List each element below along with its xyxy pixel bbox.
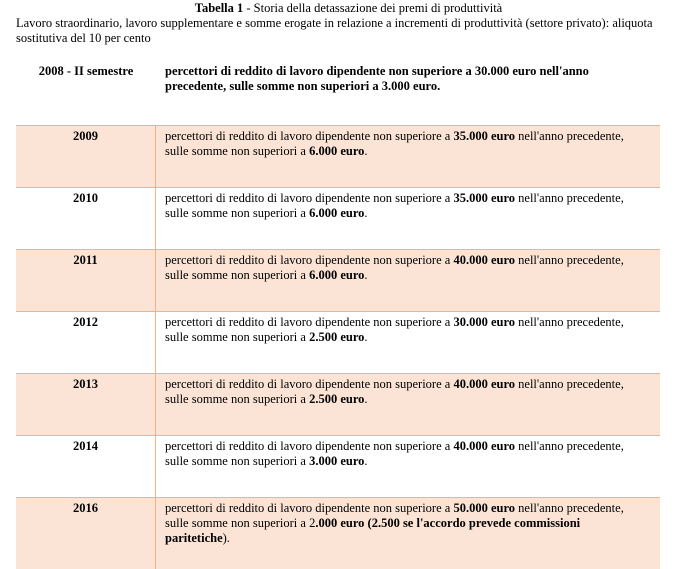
- row-year: 2014: [16, 436, 156, 497]
- row-description: percettori di reddito di lavoro dipendente non superiore a 30.000 euro nell'anno precedente, sulle somme non superiori a 2.500 euro.: [165, 315, 624, 344]
- income-limit: 35.000: [453, 129, 488, 143]
- row-description: percettori di reddito di lavoro dipendente non superiore a 40.000 euro nell'anno precedente, sulle somme non superiori a 2.500 euro.: [165, 377, 624, 406]
- row-year: 2011: [16, 250, 156, 311]
- table-subtitle: Lavoro straordinario, lavoro supplementare e somme erogate in relazione a incrementi di produttività (settore privato): aliquota sostitutiva del 10 per cento: [16, 16, 653, 45]
- income-limit: 40.000: [453, 377, 488, 391]
- amount-limit: 6.000: [309, 144, 338, 158]
- row-year: 2016: [16, 498, 156, 569]
- table-row: [16, 373, 660, 435]
- table-row: [16, 125, 660, 187]
- table-row: [16, 497, 660, 569]
- table-row: [16, 435, 660, 497]
- row-description: percettori di reddito di lavoro dipendente non superiore a 40.000 euro nell'anno precedente, sulle somme non superiori a 3.000 euro.: [165, 439, 624, 468]
- income-limit: 35.000: [453, 191, 488, 205]
- row-year: 2012: [16, 312, 156, 373]
- table-row: [16, 249, 660, 311]
- table-title-text: - Storia della detassazione dei premi di produttività: [243, 1, 503, 15]
- table-title-label: Tabella 1: [194, 1, 244, 15]
- row-year: 2010: [16, 188, 156, 249]
- row-description: percettori di reddito di lavoro dipendente non superiore a 35.000 euro nell'anno precedente, sulle somme non superiori a 6.000 euro.: [165, 129, 624, 158]
- header-year: 2008 - II semestre: [38, 64, 134, 78]
- row-year: 2009: [16, 126, 156, 187]
- amount-limit: 3.000: [309, 454, 338, 468]
- amount-limit: 2.500: [309, 330, 338, 344]
- row-year: 2013: [16, 374, 156, 435]
- amount-limit-prefix: 2: [309, 516, 316, 530]
- history-table: [16, 125, 660, 569]
- income-limit: 50.000: [453, 501, 488, 515]
- income-limit: 30.000: [453, 315, 488, 329]
- table-row: [16, 187, 660, 249]
- table-row: [16, 311, 660, 373]
- header-description: percettori di reddito di lavoro dipendente non superiore a 30.000 euro nell'anno precedente, sulle somme non superiori a 3.000 euro.: [165, 64, 589, 93]
- amount-limit: 2.500: [309, 392, 338, 406]
- amount-limit: .000: [315, 516, 338, 530]
- income-limit: 40.000: [453, 439, 488, 453]
- table-title: [0, 1, 697, 16]
- row-description: percettori di reddito di lavoro dipendente non superiore a 50.000 euro nell'anno precedente, sulle somme non superiori a 2.000 euro (2.500 se l'accordo prevede commissioni paritetiche).: [165, 501, 624, 545]
- extra-note: (2.500 se l'accordo prevede commissioni paritetiche: [165, 516, 581, 545]
- row-description: percettori di reddito di lavoro dipendente non superiore a 35.000 euro nell'anno precedente, sulle somme non superiori a 6.000 euro.: [165, 191, 624, 220]
- row-description: percettori di reddito di lavoro dipendente non superiore a 40.000 euro nell'anno precedente, sulle somme non superiori a 6.000 euro.: [165, 253, 624, 282]
- amount-limit: 6.000: [309, 206, 338, 220]
- income-limit: 40.000: [453, 253, 488, 267]
- amount-limit: 6.000: [309, 268, 338, 282]
